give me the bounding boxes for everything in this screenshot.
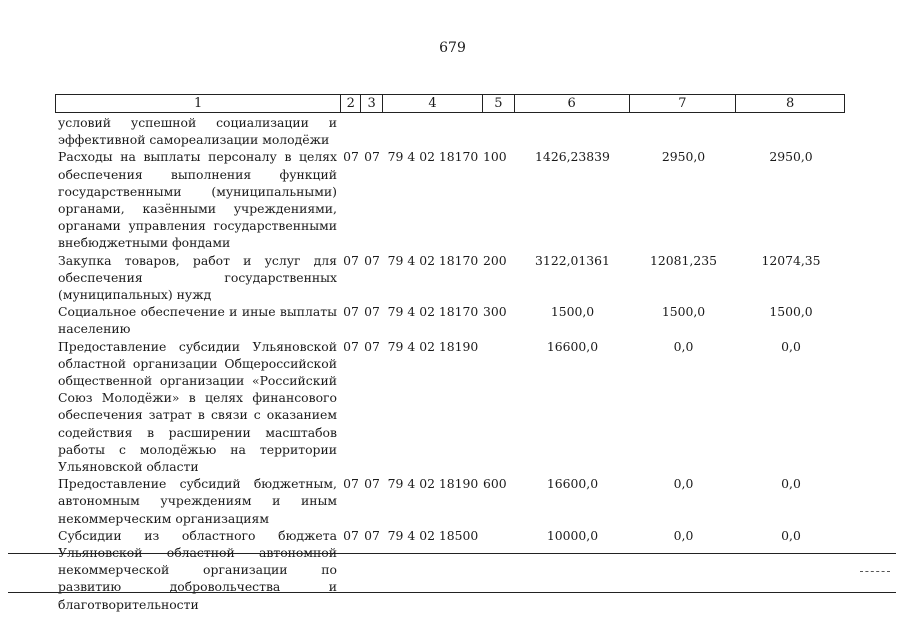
row-description: условий успешной социализации и эффективной самореализации молодёжи (58, 115, 337, 148)
header-col-8: 8 (786, 96, 795, 111)
row-amount-8: 0,0 (781, 527, 801, 543)
row-section: 07 (343, 304, 359, 320)
row-amount-7: 12081,235 (649, 252, 717, 268)
row-amount-6 (515, 114, 630, 148)
row-amount-6: 10000,0 (546, 527, 599, 543)
row-amount-8 (737, 114, 845, 148)
page-number: 679 (439, 40, 466, 56)
table-row (55, 148, 845, 251)
table-row (55, 303, 845, 337)
row-target-code: 79 4 02 18170 (387, 304, 479, 320)
row-target-code (383, 114, 483, 148)
row-section: 07 (343, 149, 359, 165)
table-row (55, 475, 845, 527)
row-target-code: 79 4 02 18190 (387, 476, 479, 492)
header-col-5: 5 (483, 95, 515, 112)
row-expense-type: 600 (483, 476, 507, 492)
row-subsection (361, 114, 383, 148)
scan-bottom-line (8, 592, 896, 593)
row-amount-6: 16600,0 (546, 338, 599, 354)
row-subsection: 07 (364, 252, 380, 268)
row-expense-type (483, 527, 515, 613)
table-body (55, 114, 845, 613)
header-col-6: 6 (515, 95, 630, 112)
table-row (55, 527, 845, 613)
row-subsection: 07 (364, 476, 380, 492)
row-description: Предоставление субсидии Ульяновской областной организации Общероссийской общественной организации «Российский Союз Молодёжи» в целях финансового обеспечения затрат в связи с оказанием содействия в расширении масштабов работы с молодёжью на территории Ульяновской области (58, 338, 337, 475)
row-target-code: 79 4 02 18170 (387, 252, 479, 268)
row-amount-6: 1500,0 (550, 304, 595, 320)
row-expense-type (483, 338, 515, 476)
row-amount-7: 0,0 (673, 338, 694, 354)
row-expense-type: 300 (483, 304, 507, 320)
row-amount-8: 12074,35 (761, 252, 821, 268)
margin-dash-mark (860, 571, 890, 572)
row-section: 07 (343, 527, 359, 543)
header-col-4: 4 (383, 95, 483, 112)
row-amount-7: 0,0 (673, 527, 694, 543)
row-target-code: 79 4 02 18190 (387, 338, 479, 354)
row-expense-type (483, 114, 515, 148)
row-subsection: 07 (364, 304, 380, 320)
row-amount-8: 1500,0 (769, 304, 813, 320)
row-section: 07 (343, 338, 359, 354)
row-subsection: 07 (364, 338, 380, 354)
table-header (55, 94, 845, 113)
row-amount-6: 1426,23839 (535, 149, 610, 165)
table-row (55, 338, 845, 476)
row-description: Предоставление субсидий бюджетным, автономным учреждениям и иным некоммерческим организациям (58, 476, 337, 526)
table-row (55, 114, 845, 148)
row-section: 07 (343, 252, 359, 268)
row-description: Расходы на выплаты персоналу в целях обеспечения выполнения функций государственными (муниципальными) органами, казёнными учреждениями, органами управления государственными внебюджетными фондами (58, 149, 337, 251)
row-expense-type: 100 (483, 149, 507, 165)
row-description: Субсидии из областного бюджета Ульяновской областной автономной некоммерческой организации по развитию добровольчества и благотворительности (58, 527, 337, 612)
row-amount-8: 0,0 (781, 476, 801, 492)
row-subsection: 07 (364, 527, 380, 543)
table-row (55, 252, 845, 304)
row-subsection: 07 (364, 149, 380, 165)
row-description: Закупка товаров, работ и услуг для обеспечения государственных (муниципальных) нужд (58, 252, 337, 303)
row-section: 07 (343, 476, 359, 492)
scan-divider-line (8, 553, 896, 554)
row-amount-7 (630, 114, 737, 148)
row-amount-8: 0,0 (781, 338, 801, 354)
header-col-1: 1 (56, 95, 341, 112)
header-col-2: 2 (341, 95, 361, 112)
row-amount-7: 0,0 (673, 476, 694, 492)
header-col-7: 7 (630, 95, 737, 112)
header-col-3: 3 (361, 95, 383, 112)
row-section (341, 114, 361, 148)
row-amount-8: 2950,0 (769, 149, 813, 165)
row-description: Социальное обеспечение и иные выплаты населению (58, 304, 337, 337)
row-amount-6: 16600,0 (546, 476, 599, 492)
row-target-code: 79 4 02 18500 (387, 527, 479, 543)
row-amount-6: 3122,01361 (535, 252, 610, 268)
row-expense-type: 200 (483, 252, 507, 268)
row-target-code: 79 4 02 18170 (387, 149, 479, 165)
row-amount-7: 1500,0 (661, 304, 706, 320)
row-amount-7: 2950,0 (661, 149, 706, 165)
